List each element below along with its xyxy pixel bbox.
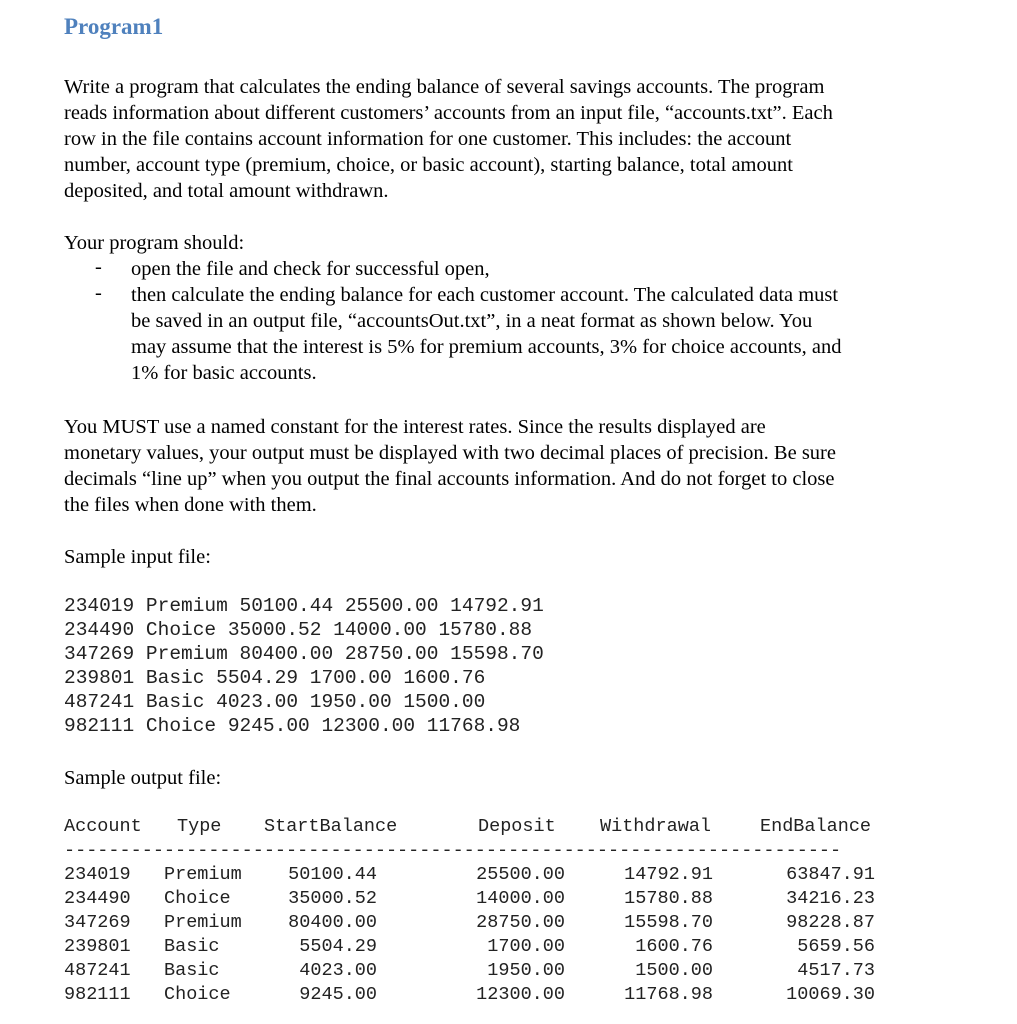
table-row — [0, 984, 1017, 1008]
table-row — [0, 936, 1017, 960]
bullet-line: may assume that the interest is 5% for premium accounts, 3% for choice accounts, and — [131, 336, 842, 358]
text-line: row in the file contains account information for one customer. This includes: the account — [64, 128, 792, 150]
cell-withdrawal: 1500.00 — [635, 960, 713, 981]
cell-type: Basic — [164, 960, 220, 981]
cell-type: Choice — [164, 888, 231, 909]
cell-end-balance: 4517.73 — [797, 960, 875, 981]
cell-start-balance: 5504.29 — [299, 936, 377, 957]
cell-withdrawal: 15780.88 — [624, 888, 713, 909]
table-row — [0, 960, 1017, 984]
cell-withdrawal: 15598.70 — [624, 912, 713, 933]
cell-start-balance: 50100.44 — [288, 864, 377, 885]
cell-account: 347269 — [64, 912, 131, 933]
input-line: 347269 Premium 80400.00 28750.00 15598.70 — [64, 643, 544, 665]
input-line: 239801 Basic 5504.29 1700.00 1600.76 — [64, 667, 486, 689]
input-line: 487241 Basic 4023.00 1950.00 1500.00 — [64, 691, 486, 713]
sample-output-label: Sample output file: — [64, 767, 222, 789]
text-line: Write a program that calculates the ending balance of several savings accounts. The program — [64, 76, 825, 98]
header-type: Type — [177, 816, 222, 837]
cell-start-balance: 9245.00 — [299, 984, 377, 1005]
bullet-line: 1% for basic accounts. — [131, 362, 317, 384]
cell-withdrawal: 11768.98 — [624, 984, 713, 1005]
cell-deposit: 28750.00 — [476, 912, 565, 933]
cell-end-balance: 34216.23 — [786, 888, 875, 909]
cell-account: 234490 — [64, 888, 131, 909]
input-line: 234019 Premium 50100.44 25500.00 14792.91 — [64, 595, 544, 617]
input-line: 982111 Choice 9245.00 12300.00 11768.98 — [64, 715, 521, 737]
cell-deposit: 1950.00 — [487, 960, 565, 981]
cell-deposit: 25500.00 — [476, 864, 565, 885]
header-end-balance: EndBalance — [760, 816, 872, 837]
cell-account: 239801 — [64, 936, 131, 957]
text-line: deposited, and total amount withdrawn. — [64, 180, 389, 202]
bullet-marker: - — [95, 256, 102, 278]
text-line: reads information about different customers’ accounts from an input file, “accounts.txt”. Each — [64, 102, 833, 124]
cell-type: Premium — [164, 912, 242, 933]
cell-start-balance: 80400.00 — [288, 912, 377, 933]
table-row — [0, 888, 1017, 912]
cell-withdrawal: 1600.76 — [635, 936, 713, 957]
bullet-line: be saved in an output file, “accountsOut.txt”, in a neat format as shown below. You — [131, 310, 813, 332]
table-header — [0, 816, 1017, 840]
cell-deposit: 12300.00 — [476, 984, 565, 1005]
header-account: Account — [64, 816, 142, 837]
requirements-heading: Your program should: — [64, 232, 245, 254]
text-line: the files when done with them. — [64, 494, 317, 516]
cell-start-balance: 35000.52 — [288, 888, 377, 909]
cell-account: 487241 — [64, 960, 131, 981]
cell-end-balance: 98228.87 — [786, 912, 875, 933]
text-line: number, account type (premium, choice, or basic account), starting balance, total amount — [64, 154, 793, 176]
bullet-line: then calculate the ending balance for each customer account. The calculated data must — [131, 284, 839, 306]
bullet-line: open the file and check for successful open, — [131, 258, 490, 280]
cell-type: Choice — [164, 984, 231, 1005]
text-line: You MUST use a named constant for the interest rates. Since the results displayed are — [64, 416, 766, 438]
sample-input-label: Sample input file: — [64, 546, 211, 568]
cell-end-balance: 63847.91 — [786, 864, 875, 885]
table-row — [0, 912, 1017, 936]
separator-line: ---------------------------------------------------------------------- — [64, 840, 842, 861]
cell-start-balance: 4023.00 — [299, 960, 377, 981]
cell-end-balance: 5659.56 — [797, 936, 875, 957]
cell-withdrawal: 14792.91 — [624, 864, 713, 885]
cell-account: 234019 — [64, 864, 131, 885]
table-row — [0, 864, 1017, 888]
cell-type: Basic — [164, 936, 220, 957]
cell-end-balance: 10069.30 — [786, 984, 875, 1005]
cell-account: 982111 — [64, 984, 131, 1005]
header-start-balance: StartBalance — [264, 816, 398, 837]
page-title: Program1 — [64, 14, 164, 39]
bullet-marker: - — [95, 282, 102, 304]
input-line: 234490 Choice 35000.52 14000.00 15780.88 — [64, 619, 533, 641]
header-deposit: Deposit — [478, 816, 556, 837]
cell-deposit: 1700.00 — [487, 936, 565, 957]
header-withdrawal: Withdrawal — [600, 816, 712, 837]
text-line: monetary values, your output must be displayed with two decimal places of precision. Be sure — [64, 442, 836, 464]
cell-deposit: 14000.00 — [476, 888, 565, 909]
text-line: decimals “line up” when you output the final accounts information. And do not forget to close — [64, 468, 835, 490]
cell-type: Premium — [164, 864, 242, 885]
